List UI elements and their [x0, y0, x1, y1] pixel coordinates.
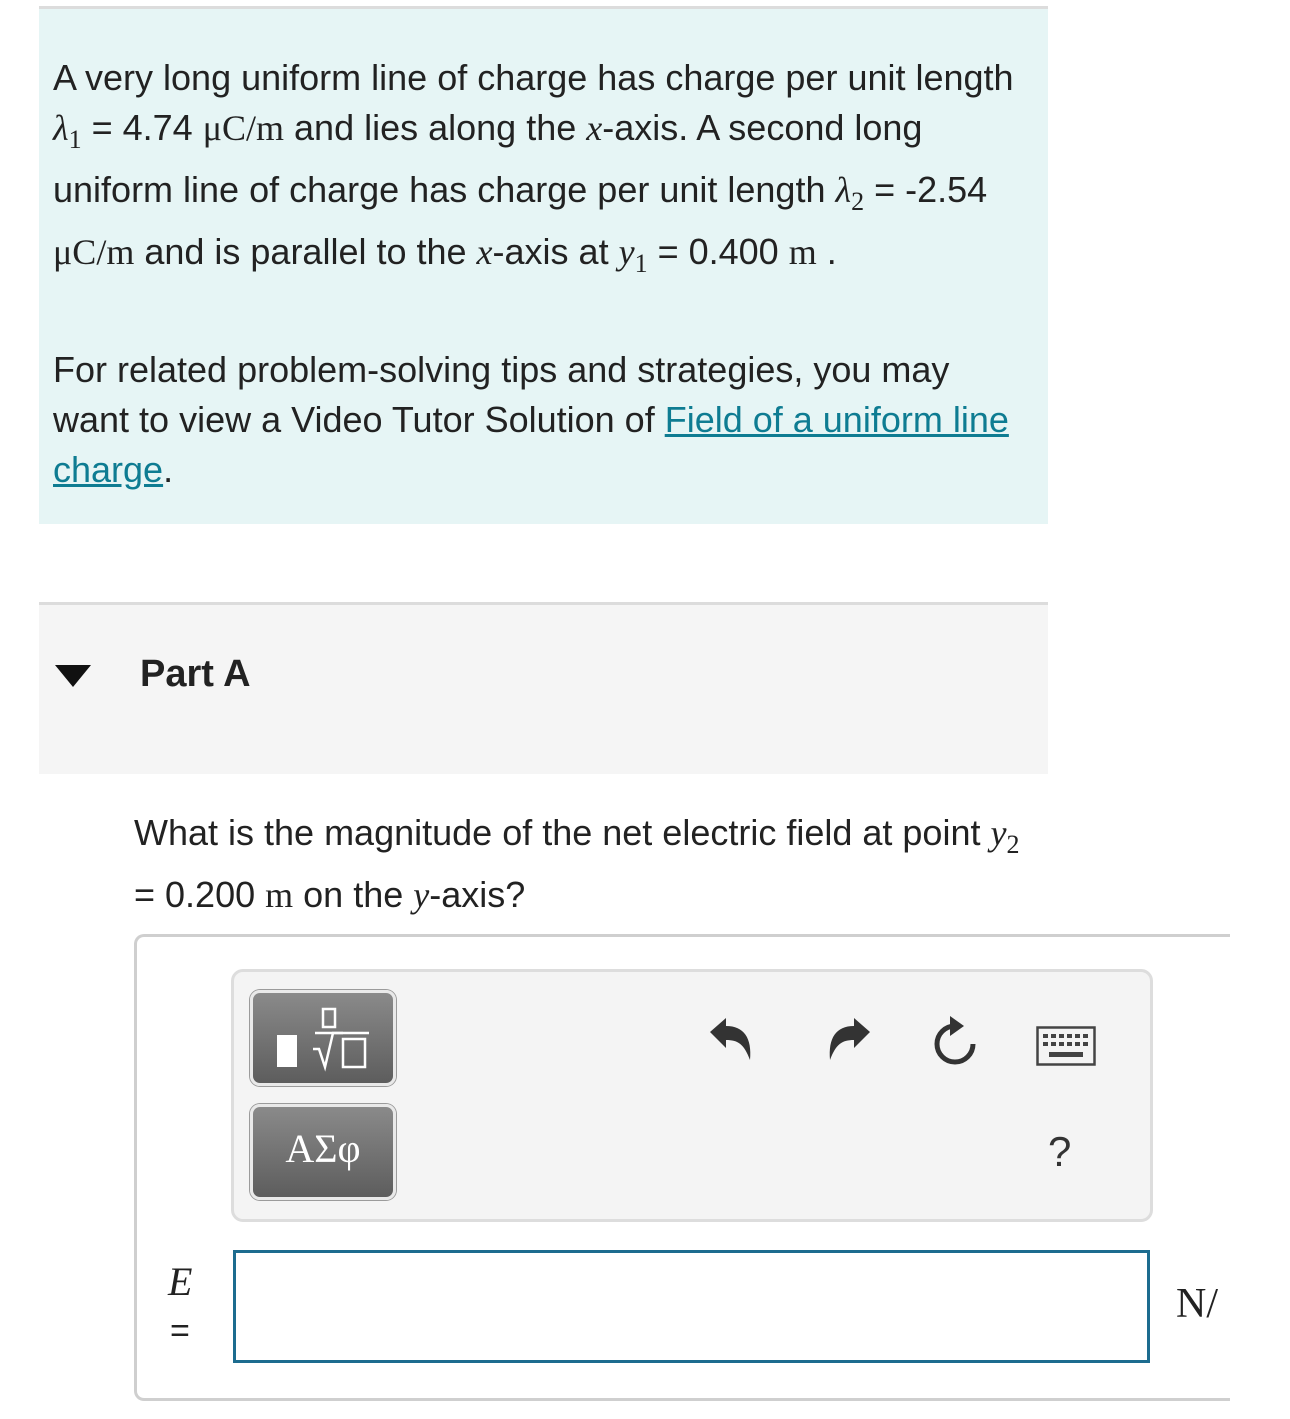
- greek-symbols-label: ΑΣφ: [285, 1126, 361, 1171]
- units-label: N/: [1176, 1281, 1218, 1327]
- question-text: What is the magnitude of the net electric field at point $y_2 = 0.200$ m on the y-axis?: [134, 812, 1020, 916]
- tip-text: For related problem-solving tips and strategies, you may want to view a Video Tutor Solution of Field of a uniform line charge.: [53, 349, 1009, 490]
- undo-icon[interactable]: [706, 1014, 756, 1064]
- help-button[interactable]: ?: [1048, 1128, 1072, 1175]
- intro-box: [39, 6, 1048, 524]
- reset-icon[interactable]: [928, 1012, 982, 1070]
- problem-statement: A very long uniform line of charge has charge per unit length $\lambda_1 = 4.74$ μC/m and lies along the x-axis. A second long uniform line of charge has charge per unit length $\lambda_2 = -2.54$ μC/m and is parallel to the x-axis at $y_1 = 0.400$ m .: [53, 57, 1014, 279]
- greek-symbols-button[interactable]: [250, 1104, 396, 1200]
- part-a-header[interactable]: [39, 602, 1048, 774]
- templates-button[interactable]: [250, 990, 396, 1086]
- video-tutor-link[interactable]: Field of a uniform line charge: [53, 399, 1009, 490]
- part-title: Part A: [140, 653, 251, 695]
- redo-icon[interactable]: [824, 1014, 874, 1064]
- answer-input[interactable]: [233, 1250, 1150, 1363]
- answer-variable-label: E: [168, 1259, 193, 1304]
- keyboard-icon[interactable]: [1036, 1026, 1096, 1066]
- caret-down-icon[interactable]: [55, 665, 91, 687]
- templates-icon: [269, 1003, 379, 1075]
- equals-sign: =: [170, 1312, 190, 1350]
